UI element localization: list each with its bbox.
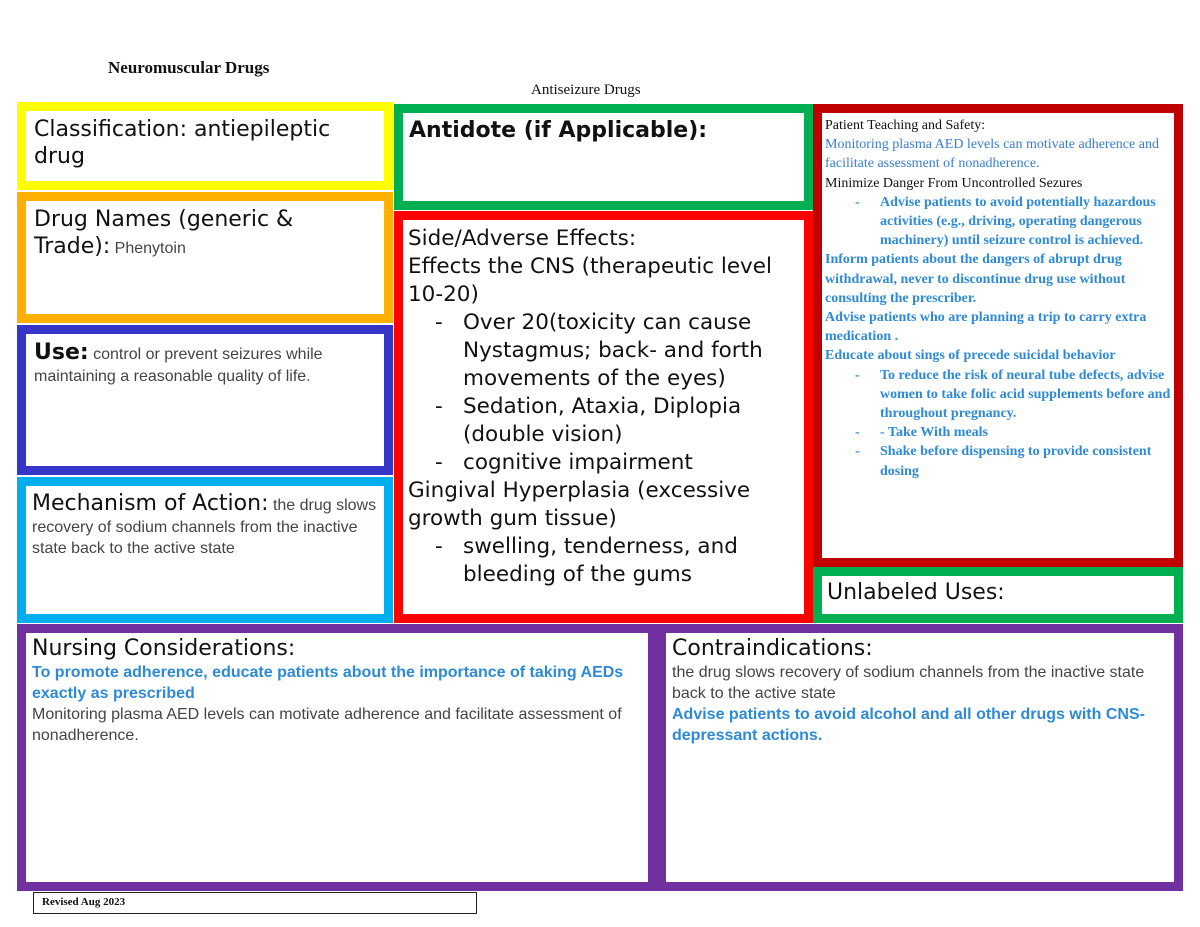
antidote-box [394, 104, 813, 210]
use-box [17, 325, 393, 475]
list-item: - Over 20(toxicity can cause Nystagmus; back- and forth movements of the eyes) [435, 310, 763, 391]
list-item: - Sedation, Ataxia, Diplopia (double vision) [435, 394, 742, 447]
patient-teaching-box [813, 104, 1183, 567]
contraindications-text: the drug slows recovery of sodium channels from the inactive state back to the active state [672, 664, 1145, 702]
drug-names-label: Drug Names (generic & Trade): [34, 207, 294, 259]
patient-teaching-para2: Inform patients about the dangers of abrupt drug withdrawal, never to discontinue drug use without consulting the prescriber. [825, 252, 1126, 306]
classification-label: Classification: antiepileptic drug [34, 117, 331, 169]
mechanism-label: Mechanism of Action: [32, 491, 269, 516]
revised-note [33, 892, 477, 914]
contraindications-highlight: Advise patients to avoid alcohol and all other drugs with CNS-depressant actions. [672, 706, 1145, 744]
patient-teaching-para1: Monitoring plasma AED levels can motivate adherence and facilitate assessment of nonadherence. [825, 137, 1159, 172]
nursing-text: Monitoring plasma AED levels can motivate adherence and facilitate assessment of nonadherence. [32, 706, 622, 744]
use-value: control or prevent seizures while maintaining a reasonable quality of life. [34, 346, 323, 385]
use-label: Use: [34, 340, 89, 365]
list-item: - Shake before dispensing to provide consistent dosing [855, 444, 1152, 479]
mechanism-value: the drug slows recovery of sodium channels from the inactive state back to the active state [32, 497, 377, 557]
patient-teaching-subhead: Minimize Danger From Uncontrolled Sezures [825, 175, 1083, 191]
list-item: - To reduce the risk of neural tube defects, advise women to take folic acid supplements before and throughout pregnancy. [855, 367, 1171, 422]
nursing-highlight: To promote adherence, educate patients about the importance of taking AEDs exactly as prescribed [32, 664, 624, 702]
contraindications-box [657, 624, 1183, 891]
unlabeled-uses-box [813, 567, 1183, 623]
gingival-effects-list [408, 533, 799, 589]
list-item: - swelling, tenderness, and bleeding of the gums [435, 534, 738, 587]
classification-box [17, 102, 393, 190]
nursing-considerations-label: Nursing Considerations: [32, 636, 296, 661]
patient-teaching-bullets-1 [825, 193, 1171, 251]
side-effects-cns: Effects the CNS (therapeutic level 10-20) [408, 254, 772, 307]
side-effects-label: Side/Adverse Effects: [408, 226, 637, 251]
nursing-considerations-box [17, 624, 657, 891]
mechanism-box [17, 477, 393, 623]
cns-effects-list [408, 309, 799, 477]
antidote-label: Antidote (if Applicable): [409, 118, 708, 143]
patient-teaching-para3: Advise patients who are planning a trip to carry extra medication . [825, 310, 1147, 345]
revised-text: Revised Aug 2023 [42, 896, 126, 908]
drug-names-value: Phenytoin [110, 240, 186, 257]
unlabeled-uses-label: Unlabeled Uses: [827, 580, 1005, 605]
contraindications-label: Contraindications: [672, 636, 873, 661]
list-item: - cognitive impairment [435, 450, 693, 475]
list-item: - - Take With meals [855, 425, 989, 441]
patient-teaching-para4: Educate about sings of precede suicidal behavior [825, 348, 1116, 364]
side-effects-box [394, 211, 813, 623]
patient-teaching-label: Patient Teaching and Safety: [825, 118, 986, 133]
list-item: - Advise patients to avoid potentially hazardous activities (e.g., driving, operating dangerous machinery) until seizure control is achieved. [855, 194, 1156, 249]
page-subtitle: Antiseizure Drugs [531, 82, 641, 98]
page-title: Neuromuscular Drugs [108, 58, 270, 77]
patient-teaching-bullets-2 [825, 366, 1171, 481]
drug-names-box [17, 192, 393, 323]
side-effects-gingival: Gingival Hyperplasia (excessive growth gum tissue) [408, 478, 751, 531]
